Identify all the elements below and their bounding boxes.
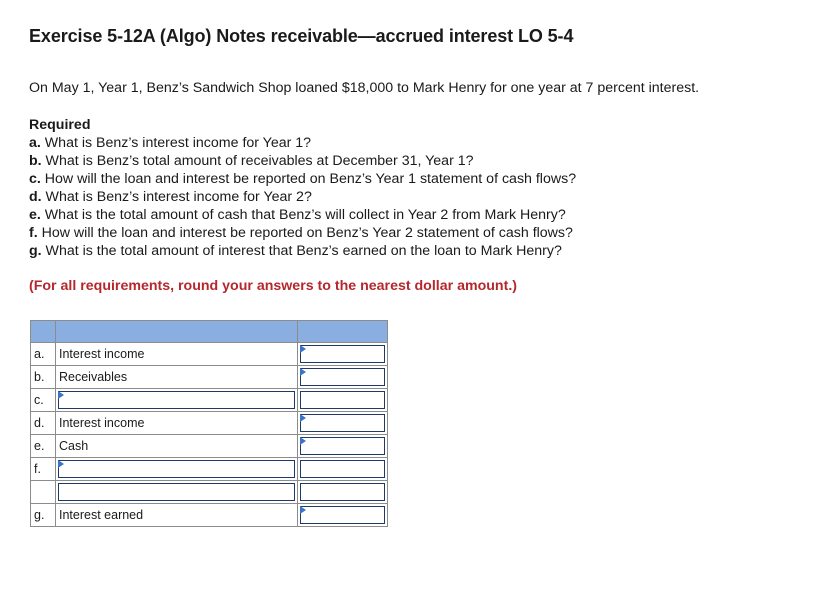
amount-input[interactable] — [300, 437, 385, 455]
header-cell-label — [56, 321, 298, 343]
label-input-cell[interactable] — [56, 458, 298, 481]
amount-input[interactable] — [300, 506, 385, 524]
requirement-e: e. What is the total amount of cash that Benz’s will collect in Year 2 from Mark Henry? — [29, 207, 566, 223]
requirement-b: b. What is Benz’s total amount of receivables at December 31, Year 1? — [29, 153, 474, 169]
required-heading: Required — [29, 117, 91, 133]
row-letter: d. — [31, 412, 56, 435]
row-letter: e. — [31, 435, 56, 458]
row-label: Interest income — [56, 412, 298, 435]
amount-input-cell[interactable] — [298, 435, 388, 458]
requirement-f: f. How will the loan and interest be reported on Benz’s Year 2 statement of cash flows? — [29, 225, 573, 241]
row-label: Cash — [56, 435, 298, 458]
input-marker-icon — [300, 414, 306, 422]
amount-input[interactable] — [300, 483, 385, 501]
row-letter: a. — [31, 343, 56, 366]
amount-input-cell[interactable] — [298, 366, 388, 389]
requirement-g: g. What is the total amount of interest that Benz’s earned on the loan to Mark Henry? — [29, 243, 562, 259]
amount-input[interactable] — [300, 414, 385, 432]
problem-statement: On May 1, Year 1, Benz’s Sandwich Shop loaned $18,000 to Mark Henry for one year at 7 percent interest. — [29, 80, 700, 96]
header-cell-amount — [298, 321, 388, 343]
row-label: Receivables — [56, 366, 298, 389]
label-input-cell[interactable] — [56, 481, 298, 504]
amount-input[interactable] — [300, 368, 385, 386]
row-label: Interest earned — [56, 504, 298, 527]
table-header-row — [31, 321, 388, 343]
row-letter: c. — [31, 389, 56, 412]
input-marker-icon — [300, 437, 306, 445]
requirement-c: c. How will the loan and interest be reported on Benz’s Year 1 statement of cash flows? — [29, 171, 577, 187]
label-input[interactable] — [58, 460, 295, 478]
label-input[interactable] — [58, 483, 295, 501]
amount-input-cell[interactable] — [298, 343, 388, 366]
row-label: Interest income — [56, 343, 298, 366]
table-row — [31, 481, 388, 504]
rounding-instruction: (For all requirements, round your answers to the nearest dollar amount.) — [29, 278, 517, 294]
amount-input-cell[interactable] — [298, 504, 388, 527]
table-row — [31, 412, 388, 435]
label-input[interactable] — [58, 391, 295, 409]
label-input-cell[interactable] — [56, 389, 298, 412]
input-marker-icon — [300, 506, 306, 514]
amount-input[interactable] — [300, 391, 385, 409]
table-row — [31, 366, 388, 389]
amount-input[interactable] — [300, 345, 385, 363]
table-row — [31, 389, 388, 412]
requirement-a: a. What is Benz’s interest income for Year 1? — [29, 135, 312, 151]
table-row — [31, 458, 388, 481]
input-marker-icon — [300, 368, 306, 376]
row-letter: f. — [31, 458, 56, 481]
amount-input[interactable] — [300, 460, 385, 478]
amount-input-cell[interactable] — [298, 389, 388, 412]
table-row — [31, 504, 388, 527]
page-title: Exercise 5-12A (Algo) Notes receivable—accrued interest LO 5-4 — [29, 26, 574, 46]
row-letter: g. — [31, 504, 56, 527]
answer-table — [30, 320, 388, 527]
row-letter — [31, 481, 56, 504]
table-row — [31, 343, 388, 366]
input-marker-icon — [58, 460, 64, 468]
input-marker-icon — [300, 345, 306, 353]
amount-input-cell[interactable] — [298, 412, 388, 435]
requirement-d: d. What is Benz’s interest income for Year 2? — [29, 189, 312, 205]
table-row — [31, 435, 388, 458]
input-marker-icon — [58, 391, 64, 399]
row-letter: b. — [31, 366, 56, 389]
amount-input-cell[interactable] — [298, 481, 388, 504]
header-cell-letter — [31, 321, 56, 343]
amount-input-cell[interactable] — [298, 458, 388, 481]
requirements-list — [29, 116, 576, 260]
